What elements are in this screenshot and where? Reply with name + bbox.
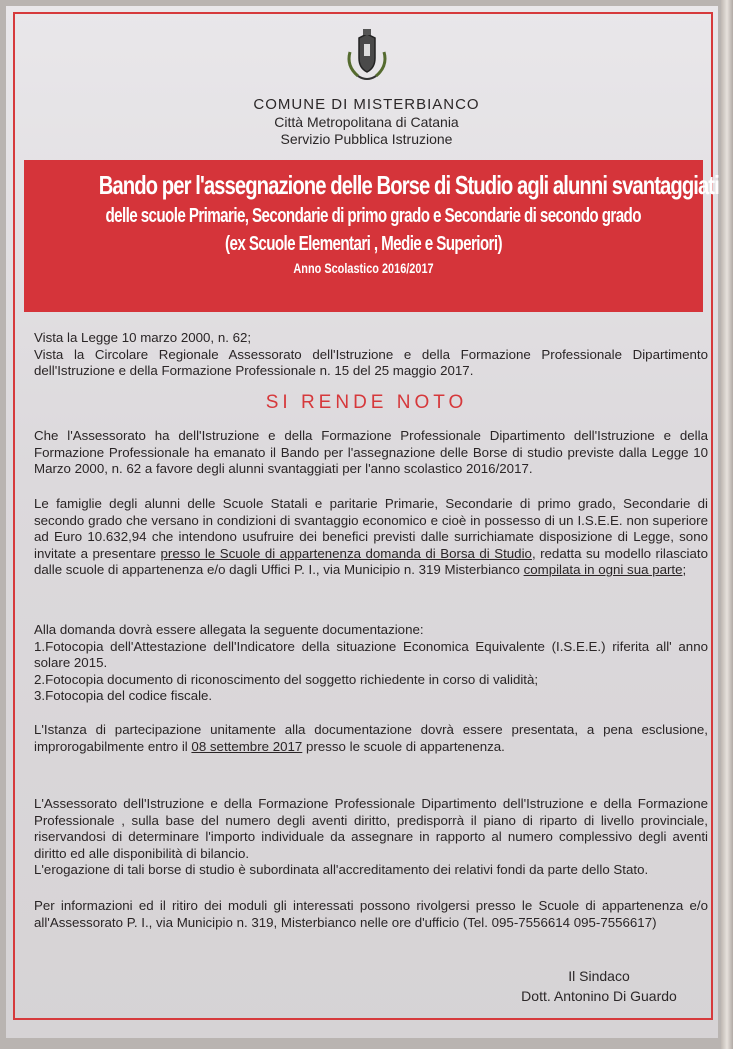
intro-line-2: Vista la Circolare Regionale Assessorato dell'Istruzione e della Formazione Professionale Dipartimento dell'Istruzione e della Formazione Professionale n. 15 del 25 maggio 2017.	[34, 346, 708, 378]
intro-line-1: Vista la Legge 10 marzo 2000, n. 62;	[34, 330, 252, 345]
municipal-crest-icon	[340, 28, 394, 86]
contact-text: Per informazioni ed il ritiro dei moduli gli interessati possono rivolgersi presso le Scuole di appartenenza e/o all'Assessorato P. I., via Municipio n. 319, Misterbianco nelle ore d'ufficio (Tel. 095-7556614 095-7556617)	[34, 898, 708, 930]
banner-title: Bando per l'assegnazione delle Borse di Studio agli alunni svantaggiati	[98, 170, 719, 200]
paragraph-2-part-a: Le famiglie degli alunni delle Scuole Statali e paritarie Primarie, Secondarie di primo grado, Secondarie di secondo grado che versano in condizioni di svantaggio economico e cioè in possesso di un I.S.E.E. non superiore ad Euro 10.632,94 che intendono usufruire dei benefici previsti dalle surrichiamate disposizione di Legge, sono invitate a presentare	[34, 496, 708, 561]
assessorato-paragraph	[34, 796, 708, 879]
municipality-name: COMUNE DI MISTERBIANCO	[253, 96, 480, 113]
paragraph-1-text: Che l'Assessorato ha dell'Istruzione e della Formazione Professionale Dipartimento dell'Istruzione e della Formazione Professionale ha emanato il Bando per l'assegnazione delle Borse di studio previste dalla Legge 10 Marzo 2000, n. 62 a favore degli alunni svantaggiati per l'anno scolastico 2016/2017.	[34, 428, 708, 476]
banner-subtitle-2: (ex Scuole Elementari , Medie e Superiori)	[225, 233, 502, 255]
poster-edge	[721, 0, 733, 1049]
title-banner	[24, 160, 719, 312]
doc-list-item-3: 3.Fotocopia del codice fiscale.	[34, 688, 213, 703]
service-line: Servizio Pubblica Istruzione	[280, 131, 453, 147]
paragraph-2-underlined-complete: compilata in ogni sua parte	[523, 562, 683, 577]
paragraph-2	[34, 496, 708, 579]
paragraph-1	[34, 428, 708, 478]
assessorato-text: L'Assessorato dell'Istruzione e della Formazione Professionale Dipartimento dell'Istruzione e della Formazione Professionale , sulla base del numero degli aventi diritto, predisporrà il piano di riparto di livello provinciale, riservandosi di determinare l'importo individuale da assegnare in rapporto al numero complessivo degli aventi diritto ed alle disponibilità di bilancio.	[34, 796, 708, 861]
documentation-intro: Alla domanda dovrà essere allegata la seguente documentazione:	[34, 622, 424, 637]
deadline-part-b: presso le scuole di appartenenza.	[302, 738, 505, 754]
notice-heading: SI RENDE NOTO	[265, 392, 468, 413]
paragraph-2-text	[34, 496, 708, 579]
doc-list-item-1: 1.Fotocopia dell'Attestazione dell'Indicatore della situazione Economica Equivalente (I.S.E.E.) riferita all' anno solare 2015.	[34, 638, 708, 670]
deadline-part-a: L'Istanza di partecipazione unitamente alla documentazione dovrà essere presentata, a pena esclusione, improrogabilmente entro il	[34, 722, 708, 754]
paragraph-2-underlined-request: presso le Scuole di appartenenza domanda di Borsa di Studio	[160, 545, 532, 561]
signature-name: Dott. Antonino Di Guardo	[521, 988, 677, 1004]
poster-header	[0, 28, 733, 148]
intro-section	[34, 330, 708, 380]
banner-subtitle-1: delle scuole Primarie, Secondarie di primo grado e Secondarie di secondo grado	[105, 205, 641, 227]
contact-paragraph	[34, 898, 708, 931]
paragraph-2-part-b: , redatta su modello rilasciato dalle scuole di appartenenza e/o dagli Uffici P. I., via Municipio n. 319 Misterbianco	[34, 545, 708, 577]
deadline-date: 08 settembre 2017	[191, 738, 303, 754]
funding-text: L'erogazione di tali borse di studio è subordinata all'accreditamento dei relativi fondi da parte dello Stato.	[34, 862, 649, 877]
deadline-paragraph	[34, 722, 708, 755]
banner-school-year: Anno Scolastico 2016/2017	[293, 260, 434, 276]
deadline-text	[34, 722, 708, 755]
city-line: Città Metropolitana di Catania	[274, 114, 459, 130]
signature-block	[499, 966, 699, 1006]
signature-role: Il Sindaco	[568, 968, 630, 984]
documentation-section	[34, 622, 708, 705]
paragraph-2-part-c: ;	[682, 562, 687, 577]
doc-list-item-2: 2.Fotocopia documento di riconoscimento del soggetto richiedente in corso di validità;	[34, 671, 539, 687]
